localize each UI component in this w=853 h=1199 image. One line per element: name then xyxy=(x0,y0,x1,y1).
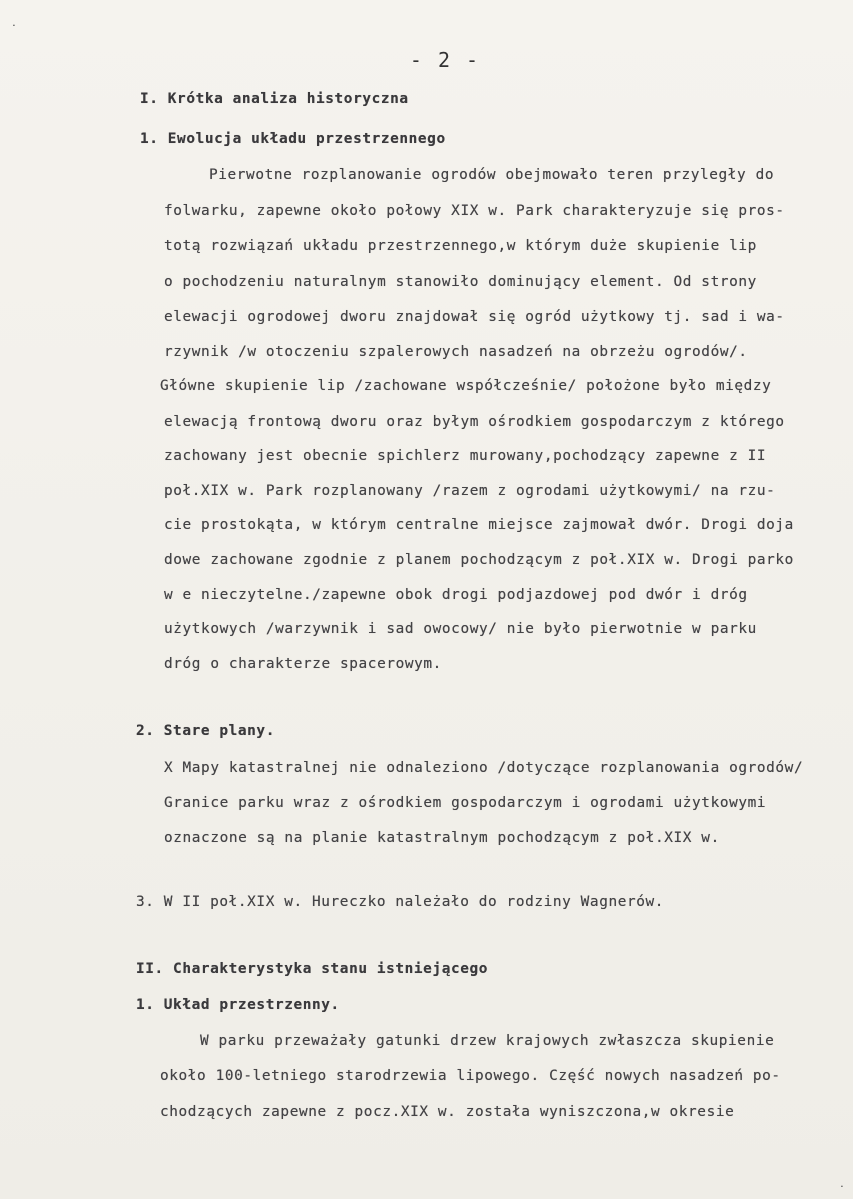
text-line: zachowany jest obecnie spichlerz murowany,pochodzący zapewne z II xyxy=(164,448,767,464)
text-line: chodzących zapewne z pocz.XIX w. została wyniszczona,w okresie xyxy=(160,1104,735,1120)
subsection-1-2-heading: 2. Stare plany. xyxy=(136,723,275,739)
text-line: w e nieczytelne./zapewne obok drogi podjazdowej pod dwór i dróg xyxy=(164,587,748,603)
text-line: rzywnik /w otoczeniu szpalerowych nasadzeń na obrzeżu ogrodów/. xyxy=(164,344,748,360)
corner-mark-bottom: ˙ xyxy=(838,1185,846,1199)
text-line: o pochodzeniu naturalnym stanowiło dominujący element. Od strony xyxy=(164,274,757,290)
text-line: około 100-letniego starodrzewia lipowego. Część nowych nasadzeń po- xyxy=(160,1068,781,1084)
text-line: Pierwotne rozplanowanie ogrodów obejmowało teren przyległy do xyxy=(209,167,775,183)
text-line: elewacji ogrodowej dworu znajdował się ogród użytkowy tj. sad i wa- xyxy=(164,309,785,325)
subsection-1-1-heading: 1. Ewolucja układu przestrzennego xyxy=(140,131,446,147)
text-line: totą rozwiązań układu przestrzennego,w którym duże skupienie lip xyxy=(164,238,757,254)
text-line: elewacją frontową dworu oraz byłym ośrodkiem gospodarczym z którego xyxy=(164,414,785,430)
text-line: Granice parku wraz z ośrodkiem gospodarczym i ogrodami użytkowymi xyxy=(164,795,767,811)
text-line: cie prostokąta, w którym centralne miejsce zajmował dwór. Drogi doja xyxy=(164,517,794,533)
subsection-2-1-heading: 1. Układ przestrzenny. xyxy=(136,997,340,1013)
section-1-heading: I. Krótka analiza historyczna xyxy=(140,91,409,107)
text-line: Główne skupienie lip /zachowane współcześnie/ położone było między xyxy=(160,378,772,394)
text-line: W parku przeważały gatunki drzew krajowych zwłaszcza skupienie xyxy=(200,1033,775,1049)
text-line: dowe zachowane zgodnie z planem pochodzącym z poł.XIX w. Drogi parko xyxy=(164,552,794,568)
text-line: użytkowych /warzywnik i sad owocowy/ nie było pierwotnie w parku xyxy=(164,621,757,637)
page-number: - 2 - xyxy=(409,48,481,72)
text-line: folwarku, zapewne około połowy XIX w. Park charakteryzuje się pros- xyxy=(164,203,785,219)
section-2-heading: II. Charakterystyka stanu istniejącego xyxy=(136,961,489,977)
text-line: oznaczone są na planie katastralnym pochodzącym z poł.XIX w. xyxy=(164,830,720,846)
text-line: X Mapy katastralnej nie odnaleziono /dotyczące rozplanowania ogrodów/ xyxy=(164,760,804,776)
text-line: dróg o charakterze spacerowym. xyxy=(164,656,442,672)
text-line: poł.XIX w. Park rozplanowany /razem z ogrodami użytkowymi/ na rzu- xyxy=(164,483,776,499)
subsection-1-3-text: 3. W II poł.XIX w. Hureczko należało do rodziny Wagnerów. xyxy=(136,894,665,910)
corner-mark-top: ˙ xyxy=(10,24,18,39)
